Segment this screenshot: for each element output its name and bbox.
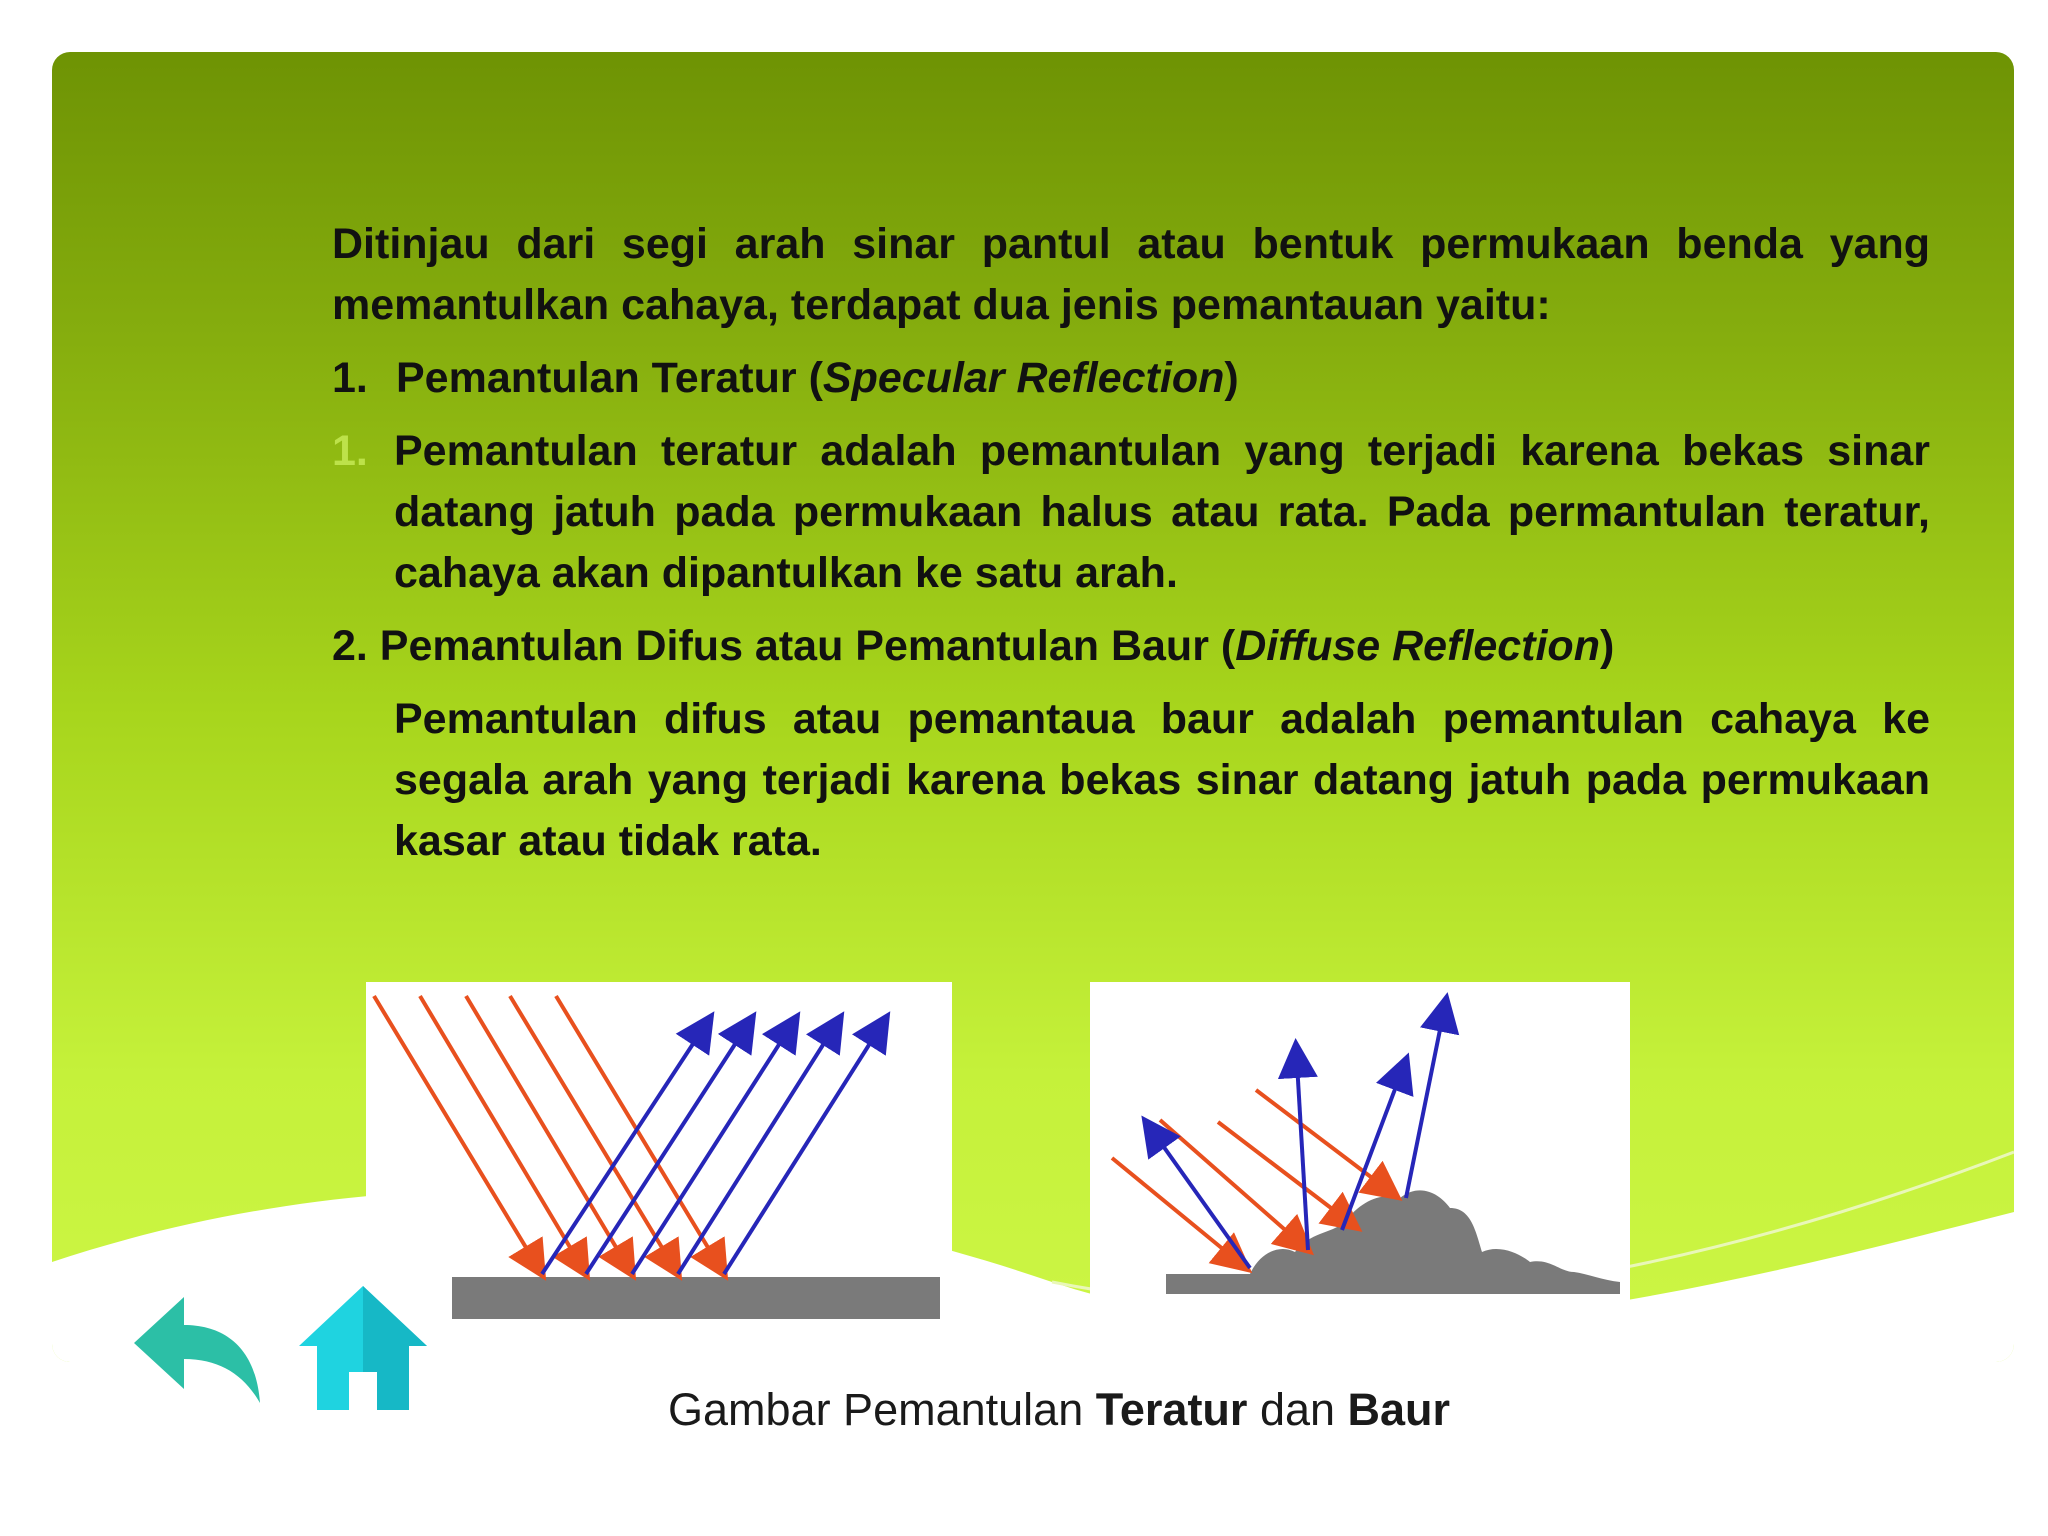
specular-reflection-diagram <box>366 982 952 1334</box>
section1-item <box>332 421 1930 604</box>
section1-number: 1. <box>332 354 368 402</box>
section1-title-end: ) <box>1224 354 1239 402</box>
specular-reflection-image <box>366 982 952 1334</box>
figure-caption <box>668 1384 1450 1436</box>
section2-title: 2. Pemantulan Difus atau Pemantulan Baur ( <box>332 622 1236 670</box>
caption-bold-teratur: Teratur <box>1095 1384 1248 1435</box>
diffuse-reflection-image <box>1090 982 1630 1330</box>
back-button[interactable] <box>132 1295 264 1407</box>
rough-surface <box>1166 1190 1620 1294</box>
incident-rays <box>374 996 724 1274</box>
home-icon <box>297 1282 429 1414</box>
section2-title-end: ) <box>1599 622 1615 670</box>
section2-item <box>332 689 1930 872</box>
section1-heading <box>332 348 1930 409</box>
back-arrow-icon <box>132 1295 264 1407</box>
home-button[interactable] <box>297 1282 429 1414</box>
caption-middle: dan <box>1247 1384 1348 1435</box>
section2-title-italic: Diffuse Reflection <box>1235 622 1600 670</box>
flat-surface <box>452 1277 940 1319</box>
slide <box>52 52 2014 1362</box>
intro-paragraph: Ditinjau dari segi arah sinar pantul atau bentuk permukaan benda yang memantulkan cahaya, terdapat dua jenis pemantauan yaitu: <box>332 220 1930 329</box>
caption-prefix: Gambar Pemantulan <box>668 1384 1096 1435</box>
section2-description: Pemantulan difus atau pemantaua baur adalah pemantulan cahaya ke segala arah yang terjadi karena bekas sinar datang jatuh pada permukaan kasar atau tidak rata. <box>394 695 1930 865</box>
content-text <box>332 214 1930 872</box>
diffuse-reflection-diagram <box>1090 982 1630 1330</box>
section1-description: Pemantulan teratur adalah pemantulan yang terjadi karena bekas sinar datang jatuh pada permukaan halus atau rata. Pada permantulan teratur, cahaya akan dipantulkan ke satu arah. <box>394 427 1930 597</box>
section1-title: Pemantulan Teratur ( <box>396 354 823 402</box>
section2-heading <box>332 616 1930 677</box>
section1-title-italic: Specular Reflection <box>822 354 1225 402</box>
section1-item-marker: 1. <box>332 427 368 475</box>
caption-bold-baur: Baur <box>1347 1384 1451 1435</box>
